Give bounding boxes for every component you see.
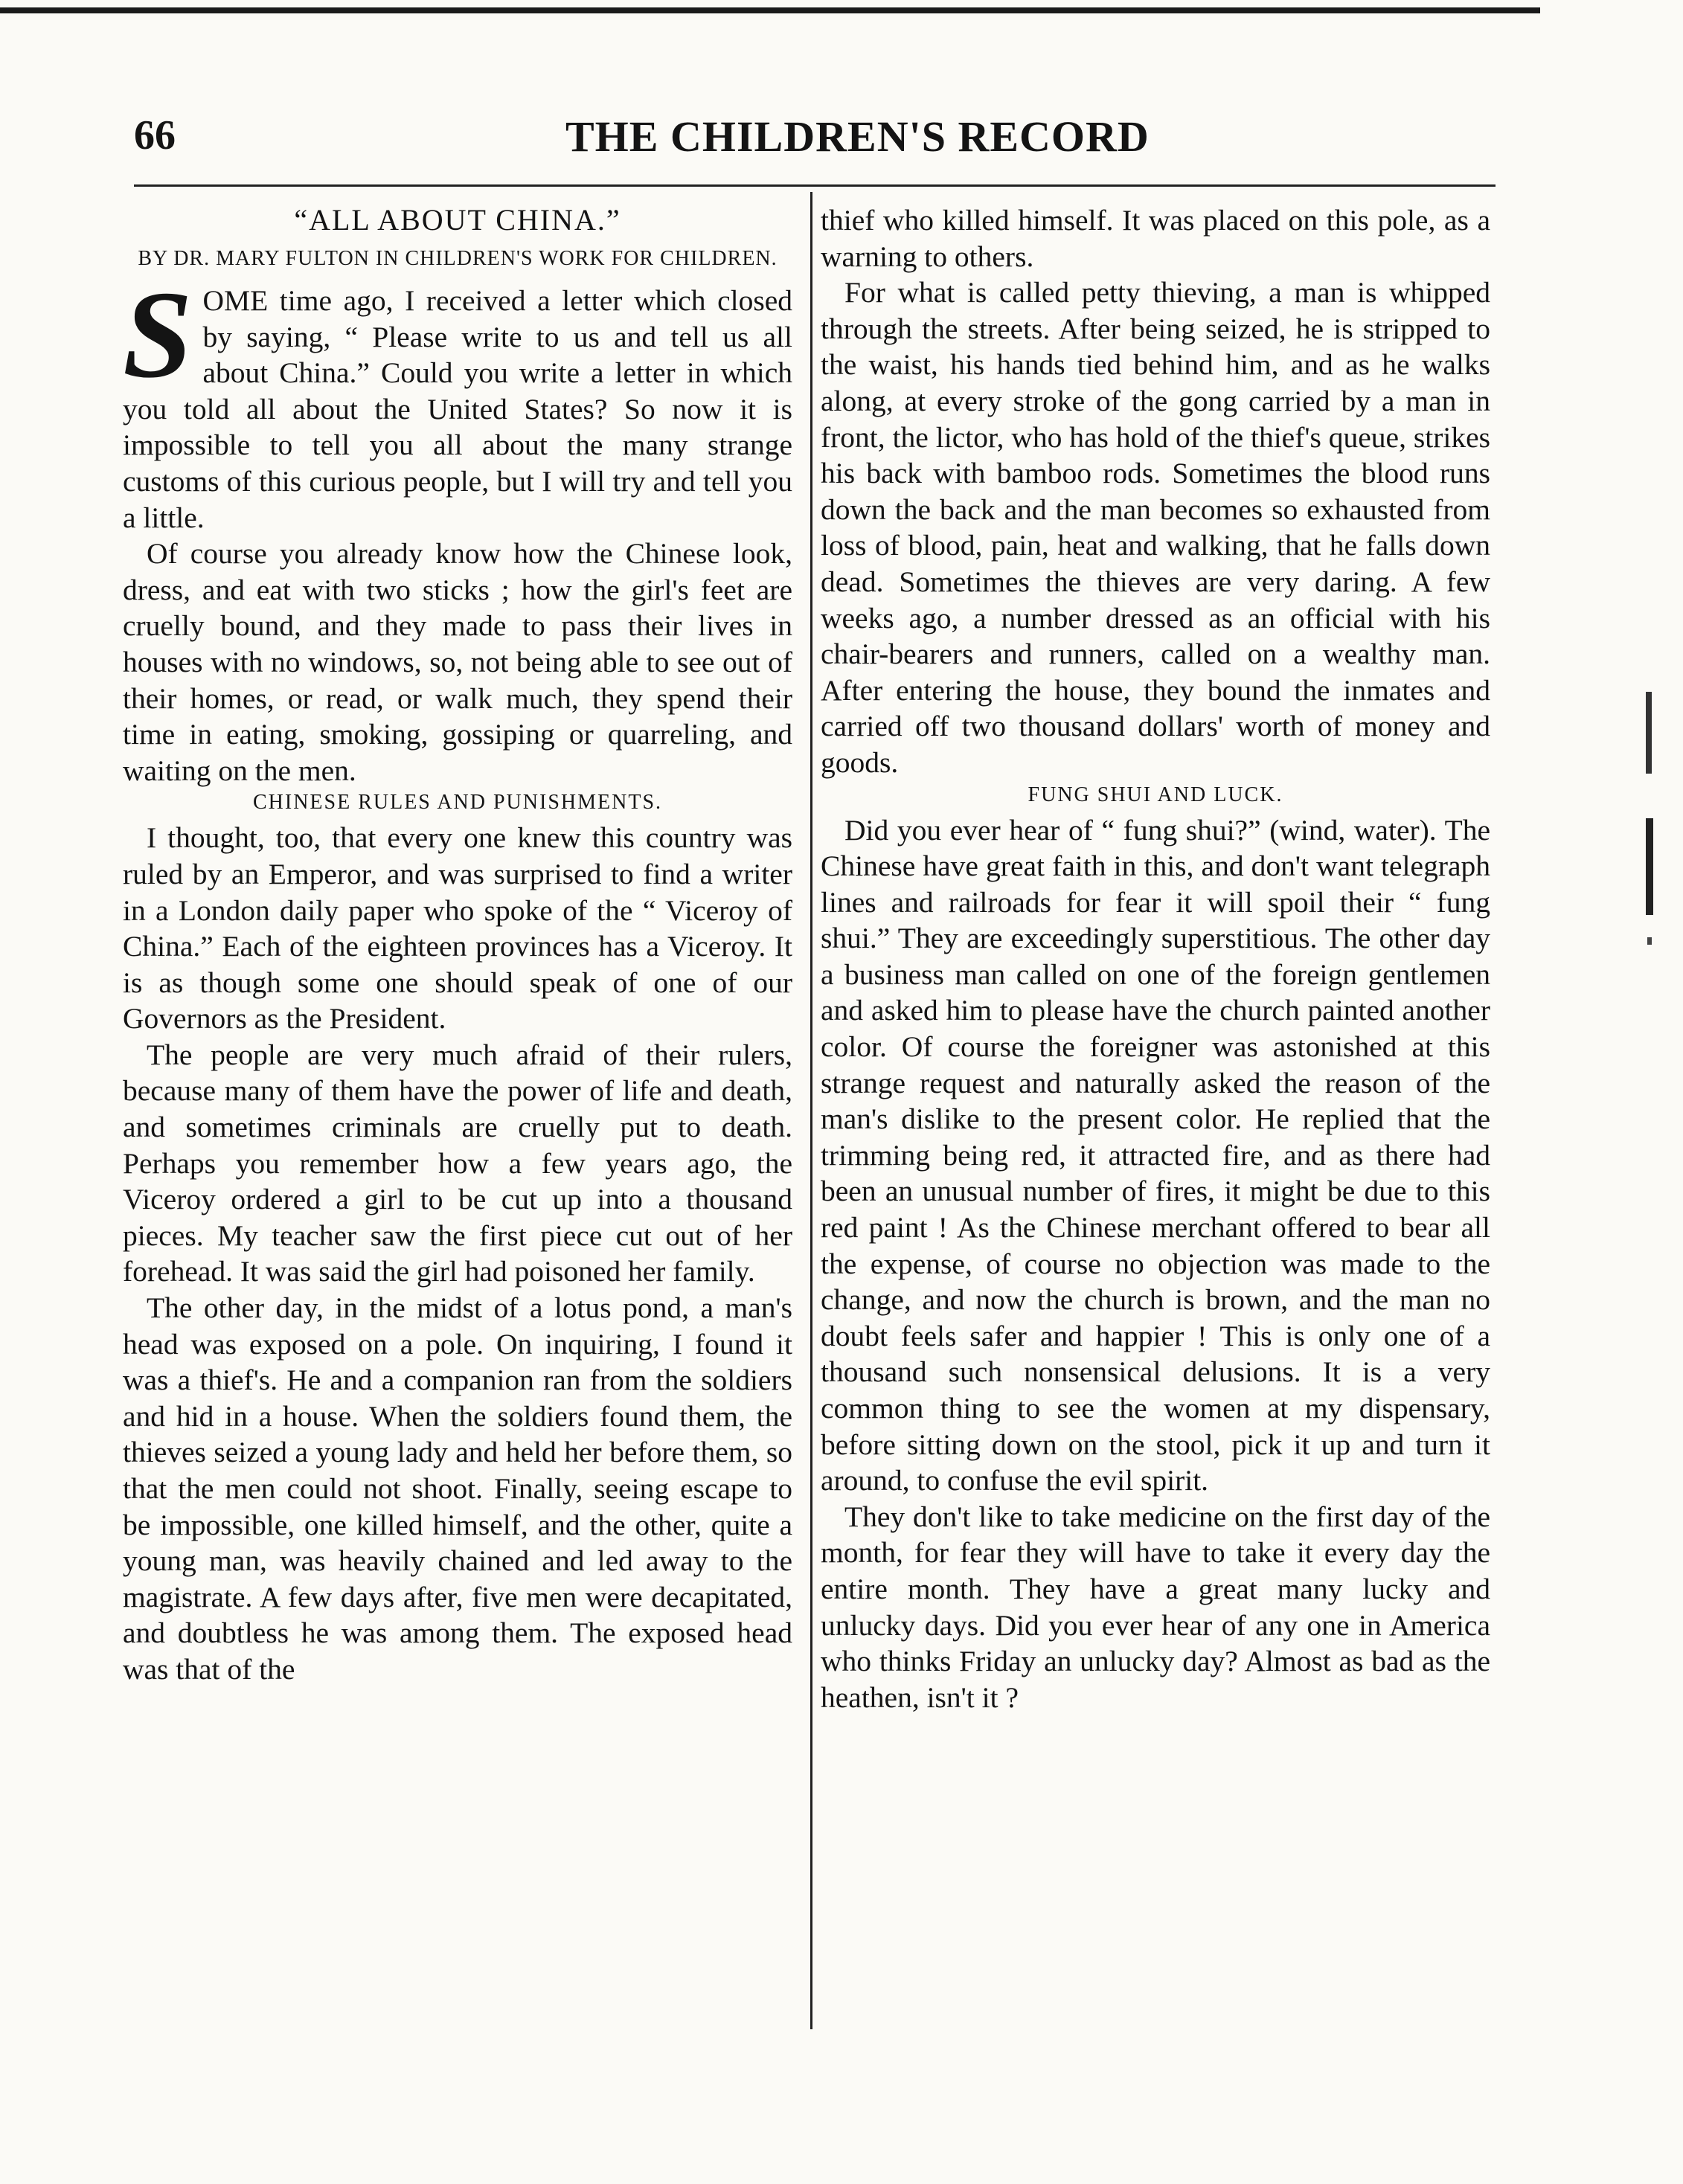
paragraph-8: Did you ever hear of “ fung shui?” (wind, water). The Chinese have great faith in this, and don't want telegraph lines and railroads for fear it will spoil their “ fung shui.” They are exceedingly superstitious. The other day a business man called on one of the foreign gentlemen and asked him to please have the church painted another color. Of course the foreigner was astonished at this strange request and naturally asked the reason of the man's dislike to the present color. He replied that the trimming being red, it attracted fire, and as there had been an unusual number of fires, it might be due to this red paint ! As the Chinese merchant offered to bear all the expense, of course no objection was made to the change, and now the church is brown, and the man no doubt feels safer and happier ! This is only one of a thousand such nonsensical delusions. It is a very common thing to see the women at my dispensary, before sitting down on the stool, pick it up and turn it around, to confuse the evil spirit. bbox=[821, 813, 1490, 1497]
paragraph-1 bbox=[123, 266, 792, 536]
paragraph-5: The other day, in the midst of a lotus pond, a man's head was exposed on a pole. On inquiring, I found it was a thief's. He and a companion ran from the soldiers and hid in a house. When the soldiers found them, the thieves seized a young lady and held her before them, so that the men could not shoot. Finally, seeing escape to be impossible, one killed himself, and the other, quite a young man, was heavily chained and led away to the magistrate. A few days after, five men were decapitated, and doubtless he was among them. The exposed head was that of the bbox=[123, 1291, 792, 1686]
article-byline: BY DR. MARY FULTON IN CHILDREN'S WORK FOR CHILDREN. bbox=[138, 247, 778, 270]
margin-scan-marks bbox=[1643, 692, 1658, 960]
scan-mark bbox=[1647, 937, 1652, 945]
journal-title: THE CHILDREN'S RECORD bbox=[565, 112, 1150, 161]
right-column bbox=[821, 202, 1490, 1715]
paragraph-1-text: OME time ago, I received a letter which closed by saying, “ Please write to us and tell us all about China.” Could you write a letter in which you told all about the United States? So now it is impossible to tell you all about the many strange customs of this curious people, but I will try and tell you a little. bbox=[123, 284, 792, 534]
paragraph-4: The people are very much afraid of their rulers, because many of them have the power of life and death, and sometimes criminals are cruelly put to death. Perhaps you remember how a few years ago, the Viceroy ordered a girl to be cut up into a thousand pieces. My teacher saw the first piece cut out of her forehead. It was said the girl had poisoned her family. bbox=[123, 1038, 792, 1288]
article-title: “ALL ABOUT CHINA.” bbox=[294, 203, 621, 237]
scan-mark bbox=[1646, 818, 1653, 915]
left-column bbox=[123, 202, 792, 1688]
paragraph-6: thief who killed himself. It was placed on this pole, as a warning to others. bbox=[821, 204, 1490, 273]
paragraph-9: They don't like to take medicine on the first day of the month, for fear they will have to take it every day the entire month. They have a great many lucky and unlucky days. Did you ever hear of any one in America who thinks Friday an unlucky day? Almost as bad as the heathen, isn't it ? bbox=[821, 1500, 1490, 1714]
paragraph-7: For what is called petty thieving, a man is whipped through the streets. After being seized, he is stripped to the waist, his hands tied behind him, and as he walks along, at every stroke of the gong carried by a man in front, the lictor, who has hold of the thief's queue, strikes his back with bamboo rods. Sometimes the blood runs down the back and the man becomes so exhausted from loss of blood, pain, heat and walking, that he falls down dead. Sometimes the thieves are very daring. A few weeks ago, a number dressed as an official with his chair-bearers and runners, called on a wealthy man. After entering the house, they bound the inmates and carried off two thousand dollars' worth of money and goods. bbox=[821, 276, 1490, 779]
page-number: 66 bbox=[134, 112, 176, 158]
paragraph-3: I thought, too, that every one knew this country was ruled by an Emperor, and was surprised to find a writer in a London daily paper who spoke of the “ Viceroy of China.” Each of the eighteen provinces has a Viceroy. It is as though some one should speak of one of our Governors as the President. bbox=[123, 821, 792, 1035]
section-heading-rules: CHINESE RULES AND PUNISHMENTS. bbox=[252, 791, 663, 815]
paragraph-2: Of course you already know how the Chinese look, dress, and eat with two sticks ; how the girl's feet are cruelly bound, and they made to pass their lives in houses with no windows, so, not being able to see out of their homes, or read, or walk much, they spend their time in eating, smoking, gossiping or quarreling, and waiting on the men. bbox=[123, 537, 792, 787]
scan-mark bbox=[1646, 692, 1652, 774]
page-header bbox=[134, 112, 1496, 171]
top-border-rule bbox=[0, 7, 1540, 13]
section-heading-fung-shui: FUNG SHUI AND LUCK. bbox=[1028, 783, 1283, 806]
column-divider bbox=[810, 192, 812, 2029]
header-rule bbox=[134, 184, 1496, 187]
drop-cap: S bbox=[123, 266, 193, 404]
